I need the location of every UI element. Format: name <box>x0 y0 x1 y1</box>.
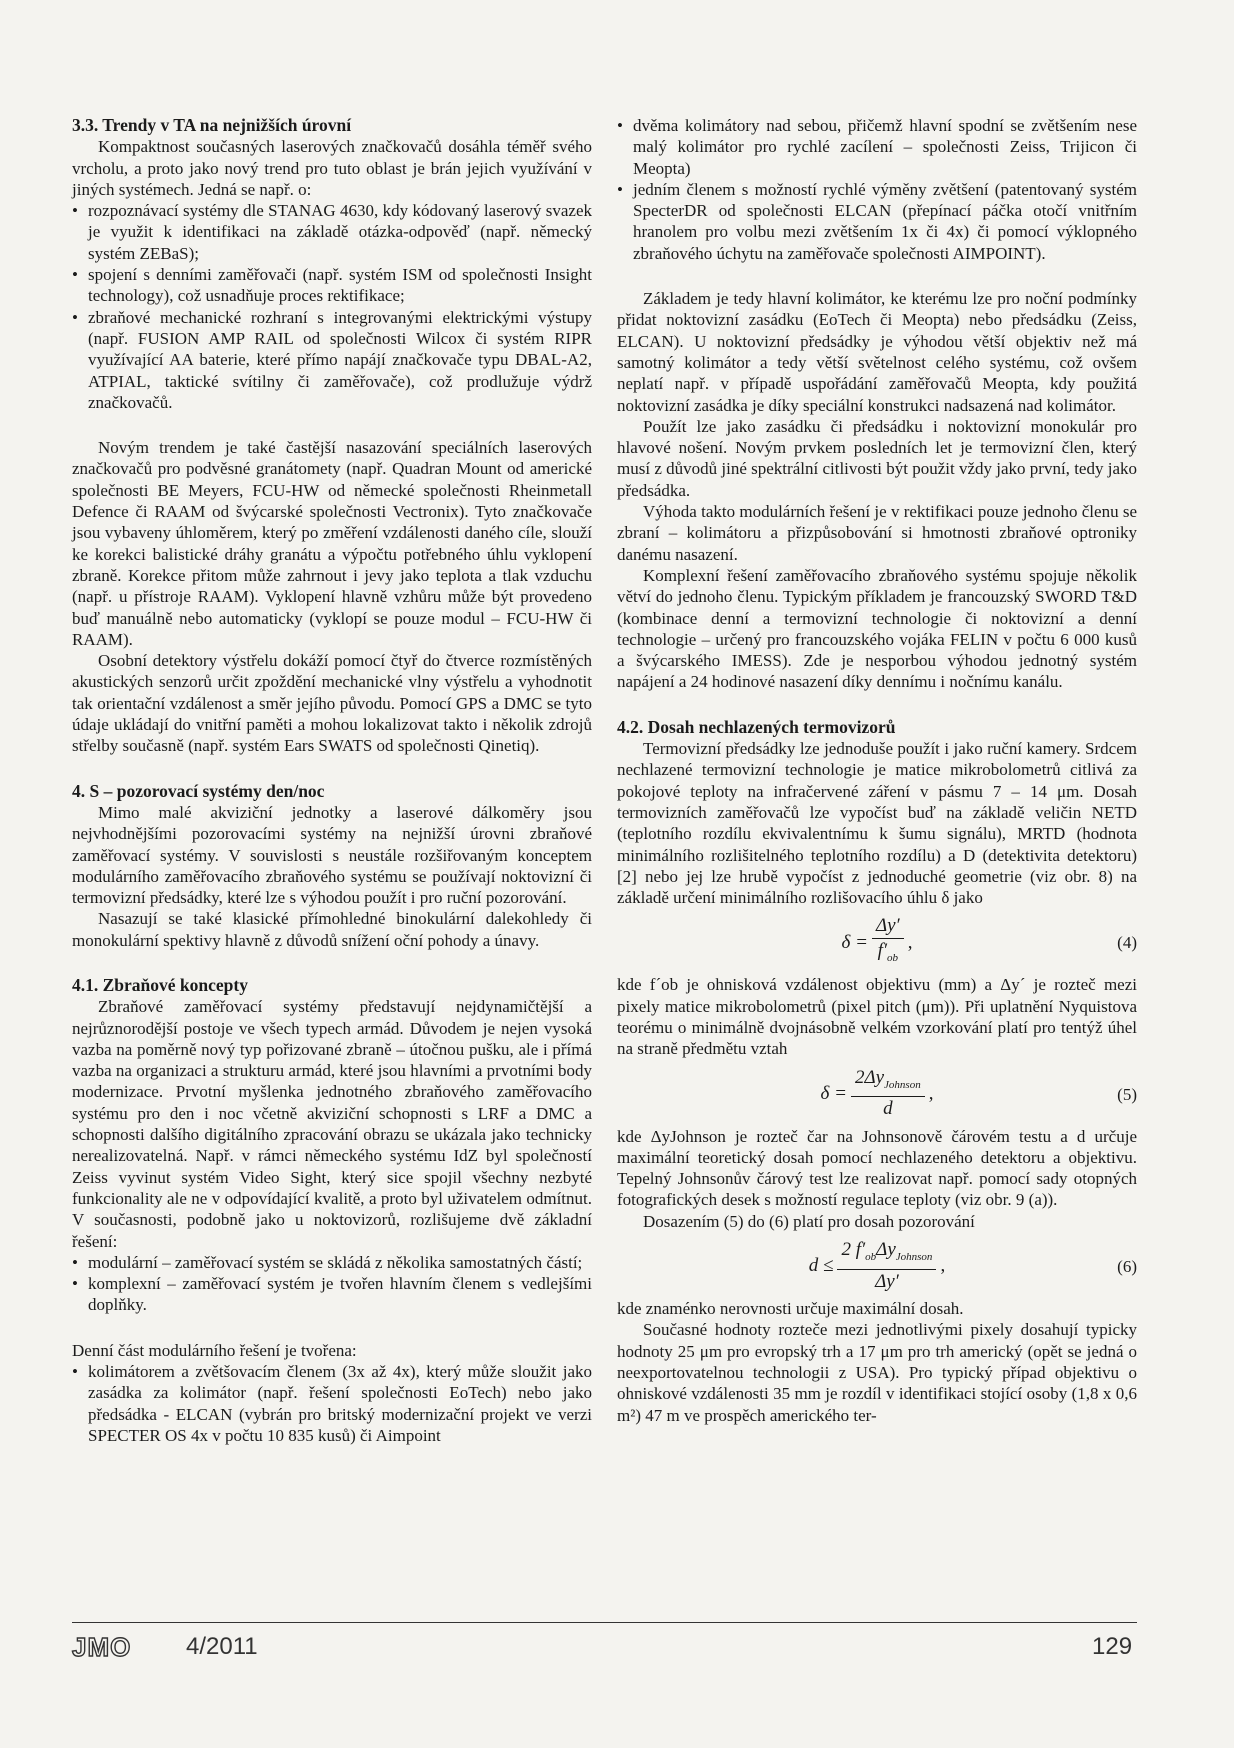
paragraph: Mimo malé akviziční jednotky a laserové dálkoměry jsou nejvhodnějšími pozorovacími systémy na nejnižší úrovni zbraňové zaměřovací systémy. V souvislosti s neustále rozšiřovaným konceptem modulárního zaměřovacího zbraňového systému se používají noktovizní či termovizní předsádky, které lze s výhodou použít i pro ruční pozorování. <box>72 802 592 908</box>
list-item: • jedním členem s možností rychlé výměny zvětšení (patentovaný systém SpecterDR od společnosti ELCAN (přepínací páčka otočí vnitřním hranolem pro volbu mezi zvětšením 1x či 4x) či pomocí výklopného zbraňového úchytu na zaměřovače společnosti AIMPOINT). <box>617 179 1137 264</box>
list-item: • rozpoznávací systémy dle STANAG 4630, kdy kódovaný laserový svazek je využit k identifikaci na základě otázka-odpověď (např. německý systém ZEBaS); <box>72 200 592 264</box>
paragraph: kde f´ob je ohnisková vzdálenost objektivu (mm) a Δy´ je rozteč mezi pixely matice mikrobolometrů (pixel pitch (μm)). Při uplatnění Nyquistova teorému o minimálně dvojnásobně velkém vzorkování platí pro tentýž úhel na straně předmětu vztah <box>617 975 1137 1059</box>
heading-3-3: 3.3. Trendy v TA na nejnižších úrovní <box>72 115 352 135</box>
paragraph: Novým trendem je také častější nasazování speciálních laserových značkovačů pro podvěsné granátomety (např. Quadran Mount od americké společnosti BE Meyers, FCU-HW od německé společnosti Rheinmetall Defence či RAAM od švýcarské společnosti Vectronix). Tyto značkovače jsou vybaveny úhloměrem, který po změření vzdálenosti daného cíle, slouží ke korekci balistické dráhy granátu a výpočtu potřebného úhlu vyklopení zbraně. Korekce přitom může zahrnout i jevy jako teplota a tlak vzduchu (např. u přístroje RAAM). Vyklopení hlavně vzhůru může být provedeno buď manuálně nebo automaticky (vyklopí se pouze modul – FCU-HW či RAAM). <box>72 438 592 649</box>
equation-number: (4) <box>1117 933 1137 953</box>
formula: d ≤ $\frac{2 f'_{ob}\Delta y_{Johnson}}{\Delta y'}$ , <box>808 1239 946 1292</box>
issue-number: 4/2011 <box>186 1633 258 1660</box>
paragraph: Výhoda takto modulárních řešení je v rektifikaci pouze jednoho členu se zbraní – kolimátoru a přizpůsobování si hmotnosti zbraňové optroniky danému nasazení. <box>617 502 1137 564</box>
paragraph: Komplexní řešení zaměřovacího zbraňového systému spojuje několik větví do jednoho členu. Typickým příkladem je francouzský SWORD T&D (kombinace denní a termovizní technologie či noktovizní a denní technologie – určený pro francouzského vojáka FELIN v počtu 6 000 kusů a švýcarského IMESS). Zde je nesporbou výhodou jednotný systém napájení a 24 hodinové nasazení díky dennímu i nočnímu kanálu. <box>617 565 1137 692</box>
equation-5 <box>617 1066 1137 1122</box>
paragraph: Dosazením (5) do (6) platí pro dosah pozorování <box>643 1211 975 1231</box>
bullet-list <box>72 1361 592 1446</box>
list-item: • spojení s denními zaměřovači (např. systém ISM od společnosti Insight technology), což usnadňuje proces rektifikace; <box>72 264 592 307</box>
list-item: • kolimátorem a zvětšovacím členem (3x až 4x), který může sloužit jako zasádka za kolimátor (např. řešení společnosti EoTech) nebo jako předsádka - ELCAN (vybrán pro britský modernizační projekt ve verzi SPECTER OS 4x v počtu 10 835 kusů) či Aimpoint <box>72 1361 592 1446</box>
paragraph: Zbraňové zaměřovací systémy představují nejdynamičtější a nejrůznorodější postoje ve všech typech armád. Důvodem je nejen vysoká vazba na poměrně nový typ pořizované zbraně – útočnou pušku, ale i přímá vazba na organizaci a strukturu armád, které jsou hlavními a prvotními body modernizace. Prvotní myšlenka jednotného zbraňového zaměřovacího systému pro den i noc včetně akviziční schopnosti s LRF a DMC a schopnosti dalšího digitálního zpracování obrazu se ukázala jako technicky nerealizovatelná. Např. v rámci německého systému IdZ byl společností Zeiss vyvinut systém Video Sight, který sice spojil všechny nezbyté funkcionality ale ne v odpovídající kvalitě, a proto byl uživatelem odmítnut. V současnosti, podobně jako u noktovizorů, rozlišujeme dvě základní řešení: <box>72 997 592 1251</box>
formula: δ = $\frac{\Delta y'}{f'_{ob}}$ , <box>841 915 913 965</box>
paragraph: Použít lze jako zasádku či předsádku i noktovizní monokulár pro hlavové nošení. Novým prvkem posledních let je termovizní člen, který musí z důvodů jiné spektrální citlivosti být použit vždy jako první, tedy jako předsádka. <box>617 416 1137 500</box>
journal-logo: JMO <box>72 1632 132 1662</box>
equation-6 <box>617 1238 1137 1294</box>
right-column <box>617 115 1137 1426</box>
equation-4 <box>617 914 1137 970</box>
paragraph: Základem je tedy hlavní kolimátor, ke kterému lze pro noční podmínky přidat noktovizní zasádku (EoTech či Meopta) nebo předsádku (Zeiss, ELCAN). U noktovizní předsádky je výhodou větší objektiv než má samotný kolimátor a tedy větší světelnost celého systému, což ovšem neplatí např. v případě uspořádání zaměřovačů Meopta, kdy použitá noktovizní zasádka je díky speciální konstrukci nadsazená nad kolimátor. <box>617 289 1137 415</box>
list-item: • zbraňové mechanické rozhraní s integrovanými elektrickými výstupy (např. FUSION AMP RAIL od společnosti Wilcox či systém RIPR využívající AA baterie, které přímo napájí značkovače typu DBAL-A2, ATPIAL, taktické svítilny či zaměřovače), což prodlužuje výdrž značkovačů. <box>72 307 592 413</box>
paragraph: Termovizní předsádky lze jednoduše použít i jako ruční kamery. Srdcem nechlazené termovizní technologie je matice mikrobolometrů citlivá za pokojové teploty na infračervené záření v pásmu 7 – 14 μm. Dosah termovizních zaměřovačů lze vypočíst buď na základě veličin NETD (teplotního rozdílu ekvivalentnímu k šumu signálu), MRTD (hodnota minimálního rozlišitelného teplotního rozdílu) a D (detektivita detektoru) [2] nebo jej lze hrubě vypočíst z jednoduché geometrie (viz obr. 8) na základě určení minimálního rozlišovacího úhlu δ jako <box>617 739 1137 908</box>
page-number: 129 <box>1092 1633 1133 1660</box>
paragraph: Současné hodnoty rozteče mezi jednotlivými pixely dosahují typicky hodnoty 25 μm pro evropský trh a 17 μm pro trh americký (opět se jedná o neexportovatelnou technologii z USA). Pro typický případ objektivu o ohniskové vzdálenosti 35 mm je rozdíl v identifikaci stojící osoby (1,8 x 0,6 m²) 47 m ve prospěch amerického ter- <box>617 1320 1137 1425</box>
left-column <box>72 115 592 1446</box>
paragraph: kde ΔyJohnson je rozteč čar na Johnsonově čárovém testu a d určuje maximální teoretický dosah pomocí nechlazeného detektoru a objektivu. Tepelný Johnsonův čárový test lze realizovat např. pomocí sady otopných fotografických desek s možností regulace teploty (viz obr. 9 (a)). <box>617 1126 1137 1210</box>
bullet-list <box>72 1252 592 1316</box>
list-item: • komplexní – zaměřovací systém je tvořen hlavním členem s vedlejšími doplňky. <box>72 1273 592 1316</box>
footer-divider <box>72 1622 1137 1623</box>
paragraph: Nasazují se také klasické přímohledné binokulární dalekohledy či monokulární spektivy hlavně z důvodů snížení oční pohody a únavy. <box>72 909 592 950</box>
equation-number: (6) <box>1117 1257 1137 1277</box>
list-item: • dvěma kolimátory nad sebou, přičemž hlavní spodní se zvětšením nese malý kolimátor pro rychlé zacílení – společnosti Zeiss, Trijicon či Meopta) <box>617 115 1137 179</box>
paragraph: kde znaménko nerovnosti určuje maximální dosah. <box>617 1299 964 1319</box>
paragraph: Osobní detektory výstřelu dokáží pomocí čtyř do čtverce rozmístěných akustických senzorů určit zpoždění mechanické vlny výstřelu a vyhodnotit tak orientační vzdálenost a směr jejího původu. Pomocí GPS a DMC se tyto údaje ukládají do vnitřní paměti a mohou lokalizovat takto i několik zdrojů střelby současně (např. systém Ears SWATS od společnosti Qinetiq). <box>72 651 592 756</box>
paragraph: Kompaktnost současných laserových značkovačů dosáhla téměř svého vrcholu, a proto jako nový trend pro tuto oblast je brán jejich využívání v jiných systémech. Jedná se např. o: <box>72 137 592 199</box>
equation-number: (5) <box>1117 1084 1137 1104</box>
heading-4: 4. S – pozorovací systémy den/noc <box>72 780 325 801</box>
list-item: • modulární – zaměřovací systém se skládá z několika samostatných částí; <box>72 1252 592 1273</box>
bullet-list <box>72 200 592 413</box>
bullet-list <box>617 115 1137 264</box>
heading-4-1: 4.1. Zbraňové koncepty <box>72 974 248 995</box>
heading-4-2: 4.2. Dosah nechlazených termovizorů <box>617 716 896 737</box>
paragraph: Denní část modulárního řešení je tvořena: <box>72 1340 357 1360</box>
formula: δ = $\frac{2\Delta y_{Johnson}}{d}$ , <box>820 1066 934 1120</box>
